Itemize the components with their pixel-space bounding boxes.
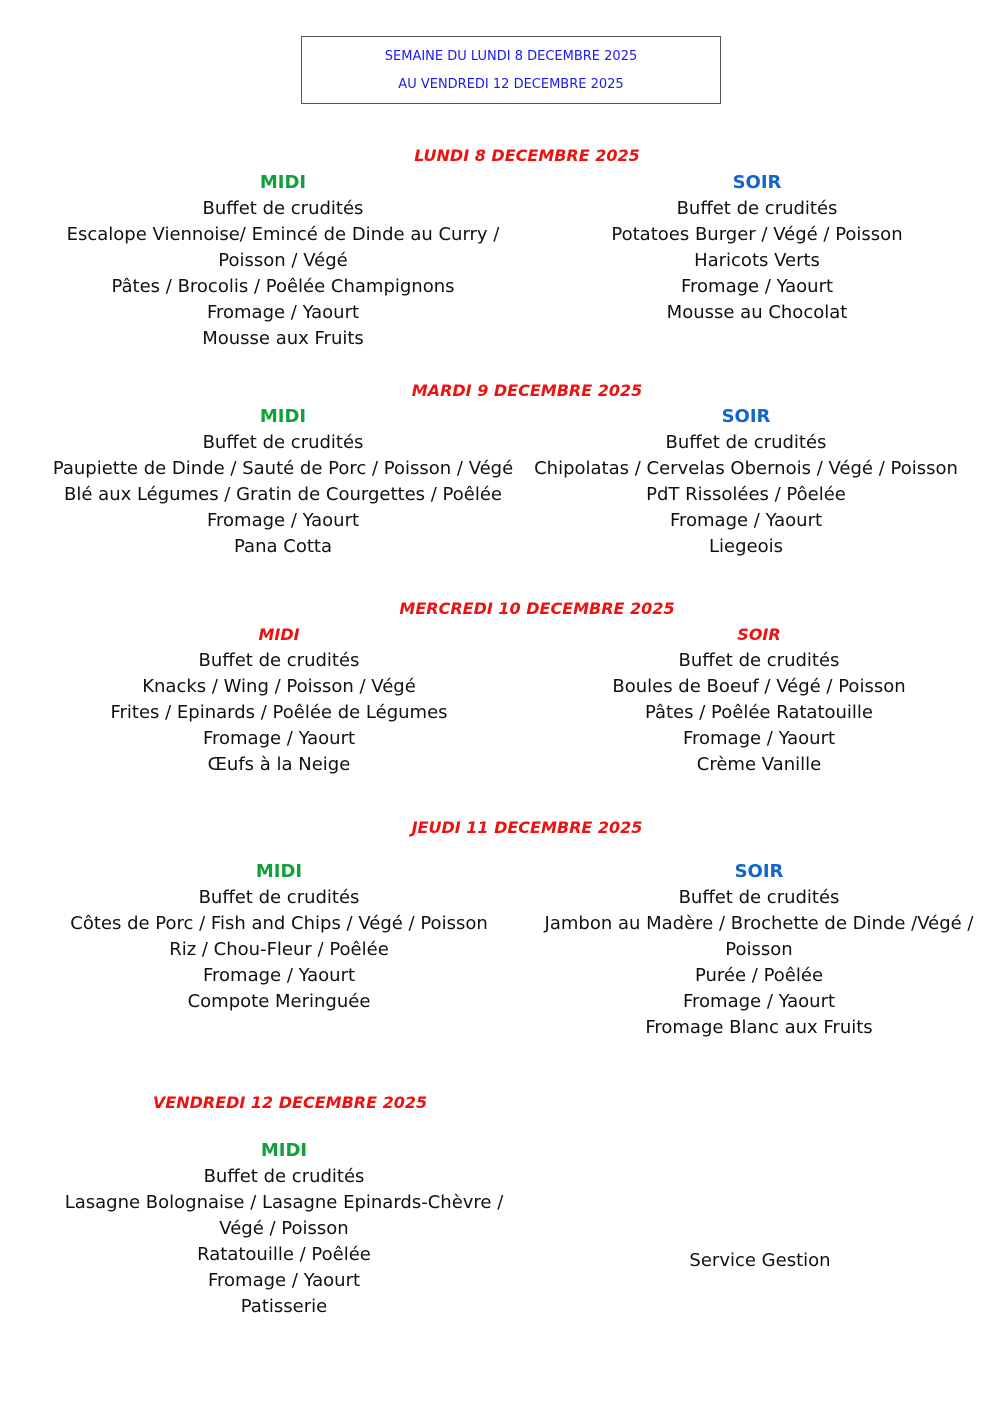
signature: Service Gestion <box>689 1250 831 1271</box>
jeudi-midi-menu <box>70 859 488 1015</box>
menu-item: Paupiette de Dinde / Sauté de Porc / Poisson / Végé <box>52 458 514 479</box>
menu-item: Fromage / Yaourt <box>202 728 356 749</box>
week-header-line-2: AU VENDREDI 12 DECEMBRE 2025 <box>398 77 624 92</box>
menu-item: Fromage / Yaourt <box>682 728 836 749</box>
menu-item: Buffet de crudités <box>198 887 360 908</box>
midi-heading: MIDI <box>259 172 307 193</box>
day-title-jeudi: JEUDI 11 DECEMBRE 2025 <box>411 818 643 837</box>
menu-item: Liegeois <box>708 536 783 557</box>
vendredi-midi-menu <box>65 1138 504 1320</box>
menu-item: Fromage / Yaourt <box>202 965 356 986</box>
menu-item: Lasagne Bolognaise / Lasagne Epinards-Chèvre / <box>64 1192 504 1213</box>
menu-item: Poisson / Végé <box>218 250 348 271</box>
menu-item: Œufs à la Neige <box>207 754 351 775</box>
menu-item: Fromage / Yaourt <box>682 991 836 1012</box>
menu-item: Crème Vanille <box>696 754 822 775</box>
menu-item: Fromage / Yaourt <box>206 302 360 323</box>
menu-item: Jambon au Madère / Brochette de Dinde /Végé / <box>544 913 974 934</box>
menu-item: Blé aux Légumes / Gratin de Courgettes / Poêlée <box>64 484 502 505</box>
menu-item: PdT Rissolées / Pôelée <box>646 484 846 505</box>
menu-item: Fromage / Yaourt <box>206 510 360 531</box>
soir-heading: SOIR <box>737 625 781 644</box>
menu-item: Buffet de crudités <box>198 650 360 671</box>
menu-item: Poisson <box>725 939 793 960</box>
menu-item: Buffet de crudités <box>676 198 838 219</box>
menu-item: Boules de Boeuf / Végé / Poisson <box>612 676 906 697</box>
midi-heading: MIDI <box>255 861 303 882</box>
week-header-box <box>301 36 721 104</box>
lundi-soir-menu <box>611 170 902 326</box>
menu-item: Compote Meringuée <box>187 991 371 1012</box>
menu-item: Fromage / Yaourt <box>669 510 823 531</box>
menu-item: Pâtes / Poêlée Ratatouille <box>644 702 874 723</box>
menu-item: Pâtes / Brocolis / Poêlée Champignons <box>111 276 455 297</box>
menu-item: Potatoes Burger / Végé / Poisson <box>611 224 903 245</box>
midi-heading: MIDI <box>260 1140 308 1161</box>
menu-item: Mousse au Chocolat <box>666 302 848 323</box>
day-title-vendredi: VENDREDI 12 DECEMBRE 2025 <box>152 1093 428 1112</box>
soir-heading: SOIR <box>721 406 771 427</box>
menu-item: Côtes de Porc / Fish and Chips / Végé / Poisson <box>70 913 488 934</box>
day-title-mercredi: MERCREDI 10 DECEMBRE 2025 <box>399 599 675 618</box>
menu-item: Fromage / Yaourt <box>207 1270 361 1291</box>
menu-item: Frites / Epinards / Poêlée de Légumes <box>110 702 448 723</box>
soir-heading: SOIR <box>734 861 784 882</box>
menu-item: Végé / Poisson <box>219 1218 349 1239</box>
menu-item: Buffet de crudités <box>665 432 827 453</box>
soir-heading: SOIR <box>732 172 782 193</box>
jeudi-soir-menu <box>545 859 974 1041</box>
menu-item: Fromage / Yaourt <box>680 276 834 297</box>
menu-item: Buffet de crudités <box>678 650 840 671</box>
mercredi-midi-menu <box>110 622 447 778</box>
menu-item: Knacks / Wing / Poisson / Végé <box>142 676 416 697</box>
menu-item: Buffet de crudités <box>678 887 840 908</box>
menu-item: Ratatouille / Poêlée <box>197 1244 371 1265</box>
menu-item: Fromage Blanc aux Fruits <box>645 1017 873 1038</box>
midi-heading: MIDI <box>259 406 307 427</box>
midi-heading: MIDI <box>258 625 300 644</box>
menu-item: Patisserie <box>240 1296 328 1317</box>
menu-item: Buffet de crudités <box>203 1166 365 1187</box>
mardi-midi-menu <box>53 404 513 560</box>
week-header-line-1: SEMAINE DU LUNDI 8 DECEMBRE 2025 <box>384 49 638 64</box>
menu-item: Riz / Chou-Fleur / Poêlée <box>169 939 389 960</box>
menu-item: Chipolatas / Cervelas Obernois / Végé / Poisson <box>534 458 958 479</box>
menu-item: Haricots Verts <box>694 250 820 271</box>
day-title-lundi: LUNDI 8 DECEMBRE 2025 <box>414 146 640 165</box>
menu-item: Buffet de crudités <box>202 432 364 453</box>
menu-item: Escalope Viennoise/ Emincé de Dinde au Curry / <box>66 224 500 245</box>
menu-item: Buffet de crudités <box>202 198 364 219</box>
menu-item: Pana Cotta <box>234 536 332 557</box>
day-title-mardi: MARDI 9 DECEMBRE 2025 <box>411 381 643 400</box>
mardi-soir-menu <box>534 404 958 560</box>
menu-item: Purée / Poêlée <box>694 965 824 986</box>
mercredi-soir-menu <box>612 622 905 778</box>
lundi-midi-menu <box>67 170 500 352</box>
menu-item: Mousse aux Fruits <box>202 328 364 349</box>
